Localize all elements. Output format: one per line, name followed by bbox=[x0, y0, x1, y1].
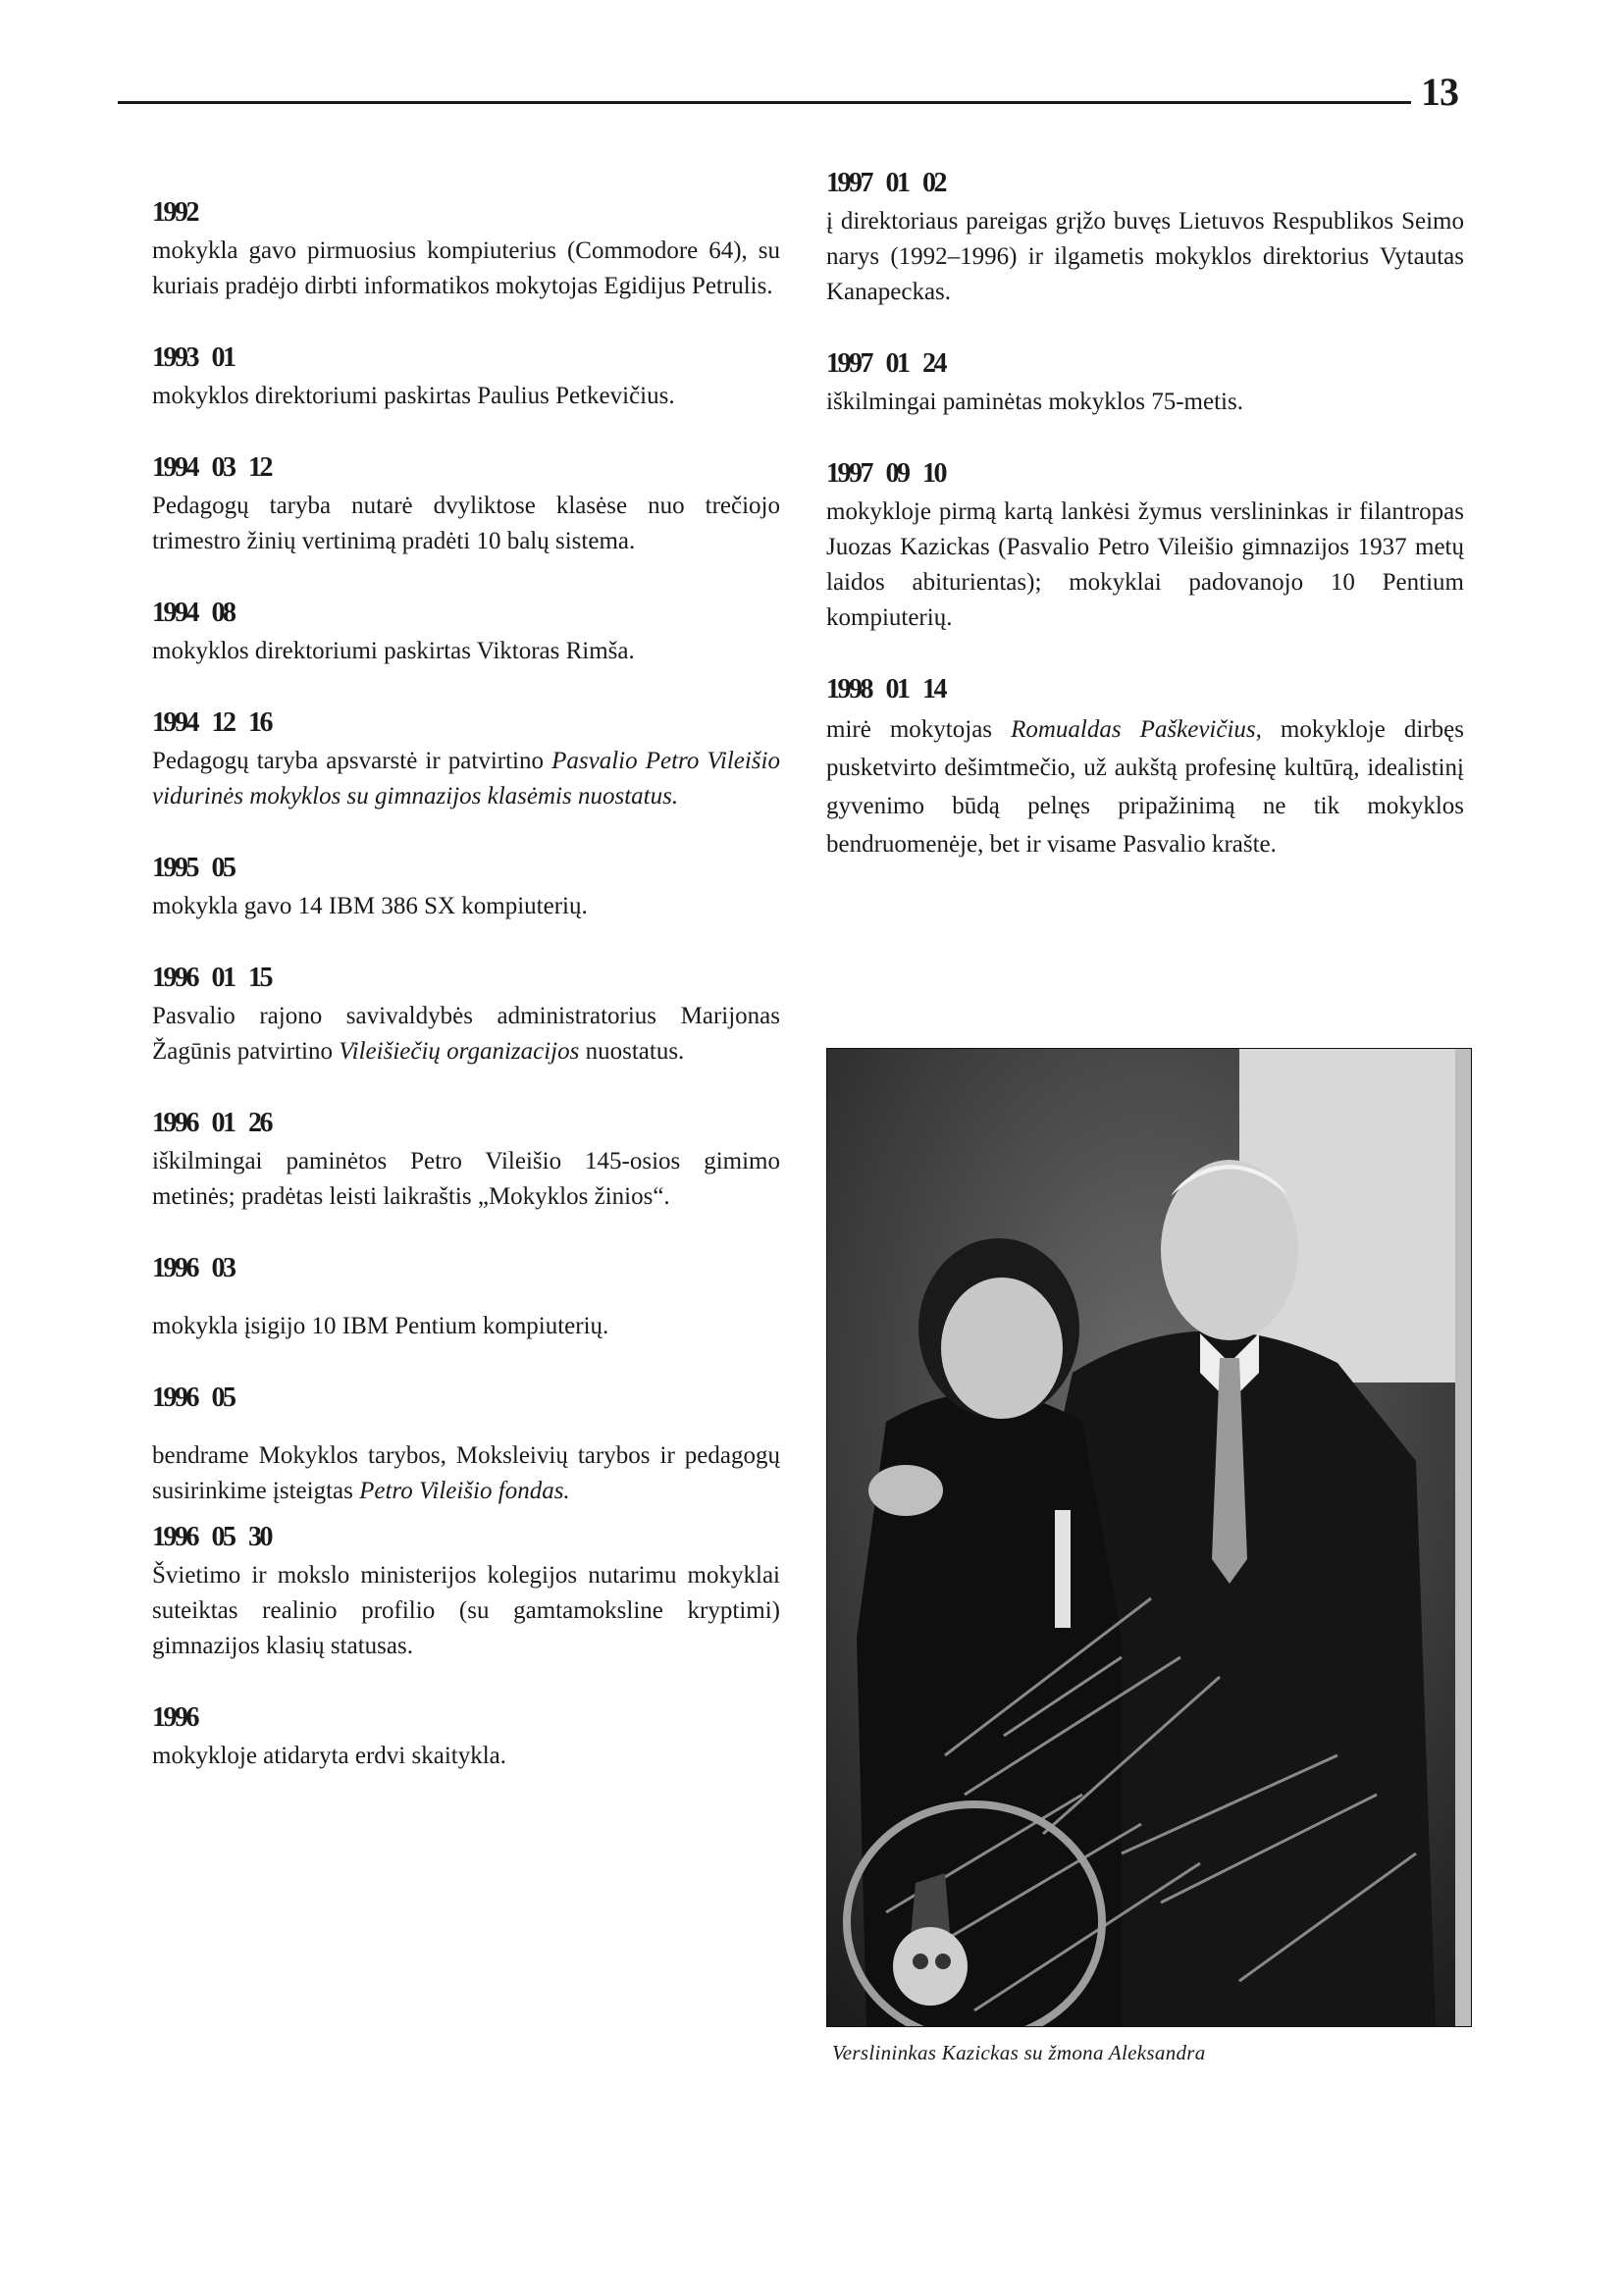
entry-text: iškilmingai paminėtas mokyklos 75-metis. bbox=[826, 389, 1243, 415]
entry-text-plain: bendrame Mokyklos tarybos, Moksleivių tarybos ir pedagogų susirinkime įsteigtas bbox=[152, 1442, 780, 1504]
entry-date: 1997 01 02 bbox=[826, 168, 945, 198]
entry-date: 1996 05 bbox=[152, 1382, 235, 1413]
photo-illustration bbox=[827, 1049, 1471, 2026]
timeline-entry bbox=[152, 341, 780, 414]
timeline-entry bbox=[152, 597, 780, 669]
right-column bbox=[826, 167, 1464, 901]
entry-text: mokyklos direktoriumi paskirtas Viktoras Rimša. bbox=[152, 638, 635, 664]
entry-text-after: nuostatus. bbox=[579, 1038, 685, 1065]
entry-date: 1996 03 bbox=[152, 1253, 235, 1283]
entry-text: mokykloje atidaryta erdvi skaitykla. bbox=[152, 1743, 507, 1769]
entry-date: 1996 01 26 bbox=[152, 1108, 271, 1138]
timeline-entry bbox=[152, 1252, 780, 1344]
entry-date: 1997 09 10 bbox=[826, 458, 945, 489]
entry-date: 1997 01 24 bbox=[826, 348, 945, 379]
entry-text: mokykloje pirmą kartą lankėsi žymus verslininkas ir filantropas Juozas Kazickas (Pasvalio Petro Vileišio gimnazijos 1937 metų laidos abiturientas); mokyklai padovanojo 10 Pentium kompiuterių. bbox=[826, 498, 1464, 631]
timeline-entry bbox=[826, 457, 1464, 636]
entry-text: Pedagogų taryba nutarė dvyliktose klasėse nuo trečiojo trimestro žinių vertinimą pradėti 10 balų sistema. bbox=[152, 493, 780, 554]
entry-text-italic: Petro Vileišio fondas. bbox=[359, 1478, 570, 1504]
page-number: 13 bbox=[1421, 70, 1458, 114]
entry-text-italic: Vileišiečių organizacijos bbox=[339, 1038, 580, 1065]
timeline-entry bbox=[152, 962, 780, 1069]
timeline-entry bbox=[152, 706, 780, 814]
entry-text: mokykla gavo 14 IBM 386 SX kompiuterių. bbox=[152, 893, 588, 919]
entry-date: 1994 08 bbox=[152, 598, 235, 628]
entry-text: į direktoriaus pareigas grįžo buvęs Lietuvos Respublikos Seimo narys (1992–1996) ir ilgametis mokyklos direktorius Vytautas Kanapeckas. bbox=[826, 208, 1464, 305]
entry-text-italic: Pasvalio Petro Vileišio vidurinės mokyklos su gimnazijos klasėmis nuostatus. bbox=[152, 748, 780, 809]
timeline-entry bbox=[152, 196, 780, 304]
entry-date: 1998 01 14 bbox=[826, 674, 945, 704]
entry-date: 1995 05 bbox=[152, 853, 235, 883]
entry-date: 1992 bbox=[152, 197, 197, 228]
photo-caption: Verslininkas Kazickas su žmona Aleksandra bbox=[832, 2041, 1206, 2064]
entry-text-plain: Pedagogų taryba apsvarstė ir patvirtino bbox=[152, 748, 552, 774]
entry-text bbox=[826, 710, 1464, 863]
entry-date: 1994 03 12 bbox=[152, 452, 271, 483]
timeline-entry bbox=[152, 451, 780, 559]
entry-text: iškilmingai paminėtos Petro Vileišio 145-osios gimimo metinės; pradėtas leisti laikraštis „Mokyklos žinios“. bbox=[152, 1148, 780, 1210]
timeline-entry bbox=[826, 347, 1464, 420]
entry-text: mokyklos direktoriumi paskirtas Paulius Petkevičius. bbox=[152, 383, 675, 409]
entry-text: Švietimo ir mokslo ministerijos kolegijos nutarimu mokyklai suteiktas realinio profilio (su gamtamoksline kryptimi) gimnazijos klasių statusas. bbox=[152, 1562, 780, 1659]
entry-text bbox=[152, 1438, 780, 1509]
entry-date: 1993 01 bbox=[152, 342, 235, 373]
timeline-entry bbox=[152, 1521, 780, 1664]
timeline-entry bbox=[826, 673, 1464, 863]
entry-date: 1996 01 15 bbox=[152, 963, 271, 993]
entry-date: 1994 12 16 bbox=[152, 707, 271, 738]
timeline-entry bbox=[152, 852, 780, 924]
entry-text: mokykla gavo pirmuosius kompiuterius (Commodore 64), su kuriais pradėjo dirbti informatikos mokytojas Egidijus Petrulis. bbox=[152, 237, 780, 299]
entry-text bbox=[152, 744, 780, 814]
timeline-entry bbox=[826, 167, 1464, 310]
entry-text bbox=[152, 999, 780, 1069]
entry-text-plain: Pasvalio rajono savivaldybės administratorius Marijonas Žagūnis patvirtino bbox=[152, 1003, 780, 1065]
timeline-entry bbox=[152, 1382, 780, 1509]
left-column bbox=[152, 196, 780, 1811]
timeline-entry bbox=[152, 1107, 780, 1215]
entry-text-italic: Romualdas Paškevičius, bbox=[1011, 716, 1262, 743]
entry-text-after: mokykloje dirbęs pusketvirto dešimtmečio, už aukštą profesinę kultūrą, idealistinį gyvenimo būdą pelnęs pripažinimą ne tik mokyklos bendruomenėje, bet ir visame Pasvalio krašte. bbox=[826, 716, 1465, 858]
photo bbox=[826, 1048, 1472, 2027]
entry-date: 1996 05 30 bbox=[152, 1522, 271, 1552]
header-rule bbox=[118, 101, 1411, 104]
entry-text: mokykla įsigijo 10 IBM Pentium kompiuterių. bbox=[152, 1313, 609, 1339]
timeline-entry bbox=[152, 1701, 780, 1774]
entry-date: 1996 bbox=[152, 1702, 197, 1733]
entry-text-plain: mirė mokytojas bbox=[826, 716, 1012, 743]
